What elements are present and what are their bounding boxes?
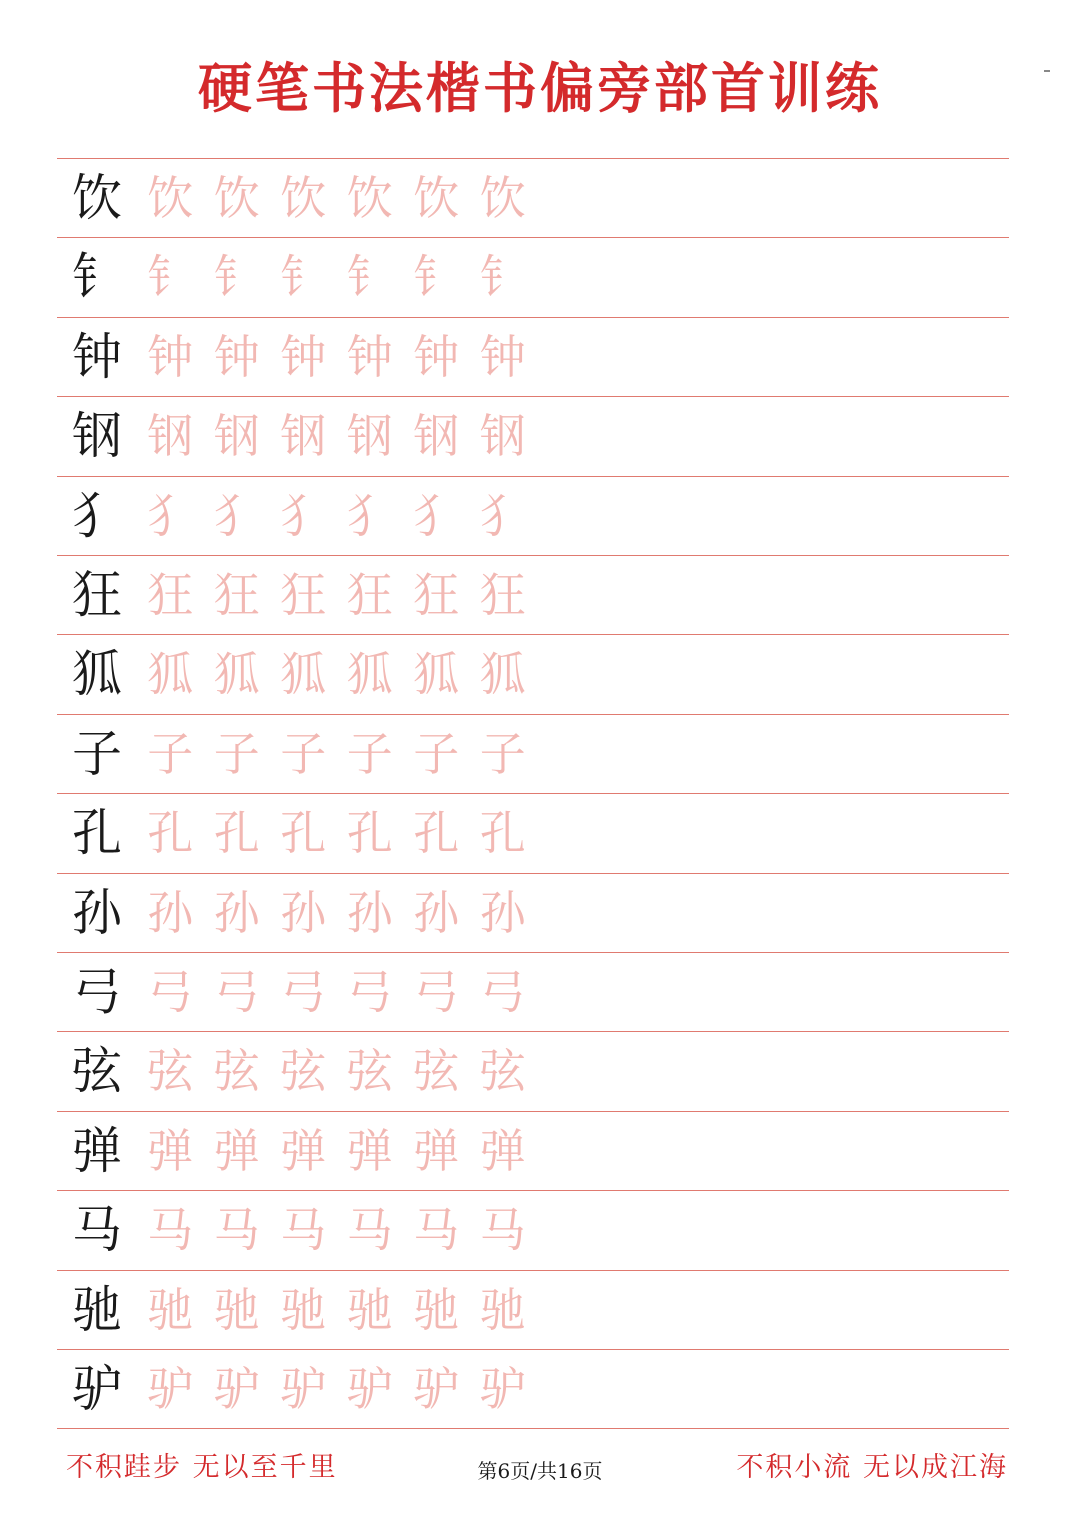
trace-character: 犭 [280, 489, 327, 543]
trace-character: 弓 [479, 965, 526, 1019]
trace-character: 马 [147, 1203, 194, 1257]
trace-character: 弹 [147, 1124, 194, 1178]
practice-row [57, 555, 1009, 634]
trace-character: 马 [213, 1203, 260, 1257]
trace-character: 狂 [413, 568, 460, 622]
trace-character: 马 [479, 1203, 526, 1257]
trace-character: 驴 [280, 1362, 327, 1416]
trace-group [137, 1278, 536, 1342]
model-character: 弹 [72, 1122, 122, 1180]
trace-character: 钟 [213, 330, 260, 384]
trace-character: 弓 [147, 965, 194, 1019]
trace-character: 钢 [346, 409, 393, 463]
model-character: 钢 [72, 407, 122, 465]
trace-character: 弓 [413, 965, 460, 1019]
trace-character: 犭 [213, 489, 260, 543]
trace-character: 饮 [147, 171, 194, 225]
trace-character: 弓 [213, 965, 260, 1019]
trace-character: 饮 [346, 171, 393, 225]
model-character: 狐 [72, 645, 122, 703]
trace-character: 钟 [346, 330, 393, 384]
trace-character: 饮 [479, 171, 526, 225]
trace-character: 狂 [147, 568, 194, 622]
trace-character: 弓 [346, 965, 393, 1019]
trace-character: 弦 [213, 1044, 260, 1098]
page-number: 第6页/共16页 [477, 1459, 603, 1483]
trace-character: 狐 [147, 647, 194, 701]
trace-character: 犭 [413, 489, 460, 543]
trace-character: 孔 [147, 806, 194, 860]
trace-character: 犭 [346, 489, 393, 543]
trace-character: 弓 [280, 965, 327, 1019]
practice-row [57, 952, 1009, 1031]
practice-row [57, 634, 1009, 713]
trace-character: 孙 [213, 886, 260, 940]
trace-character: 弹 [213, 1124, 260, 1178]
trace-character: 子 [346, 727, 393, 781]
trace-character: 狐 [213, 647, 260, 701]
trace-character: 狐 [280, 647, 327, 701]
trace-character: 子 [479, 727, 526, 781]
practice-row [57, 714, 1009, 793]
trace-character: 钢 [147, 409, 194, 463]
trace-character: 驴 [213, 1362, 260, 1416]
trace-character: 驰 [147, 1283, 194, 1337]
practice-row [57, 793, 1009, 872]
trace-character: 狂 [346, 568, 393, 622]
trace-character: 弹 [280, 1124, 327, 1178]
trace-character: 钟 [280, 330, 327, 384]
trace-character: 钅 [479, 250, 526, 304]
model-character: 钅 [72, 248, 122, 306]
trace-character: 子 [280, 727, 327, 781]
trace-character: 弹 [346, 1124, 393, 1178]
trace-character: 马 [280, 1203, 327, 1257]
trace-character: 马 [413, 1203, 460, 1257]
trace-character: 饮 [413, 171, 460, 225]
trace-group [137, 563, 536, 627]
trace-character: 孙 [280, 886, 327, 940]
trace-character: 弦 [479, 1044, 526, 1098]
trace-character: 弦 [147, 1044, 194, 1098]
trace-group [137, 1357, 536, 1421]
practice-row [57, 1111, 1009, 1190]
trace-group [137, 642, 536, 706]
model-character: 弦 [72, 1042, 122, 1100]
trace-character: 钟 [413, 330, 460, 384]
trace-character: 孔 [413, 806, 460, 860]
trace-character: 子 [413, 727, 460, 781]
trace-character: 驰 [413, 1283, 460, 1337]
practice-row [57, 158, 1009, 237]
trace-character: 孔 [213, 806, 260, 860]
practice-row [57, 1031, 1009, 1110]
trace-character: 狐 [413, 647, 460, 701]
trace-character: 钅 [147, 250, 194, 304]
trace-character: 弹 [479, 1124, 526, 1178]
practice-row [57, 1190, 1009, 1269]
practice-row [57, 237, 1009, 316]
motto-left: 不积跬步 无以至千里 [66, 1452, 338, 1483]
trace-group [137, 404, 536, 468]
trace-group [137, 325, 536, 389]
model-character: 马 [72, 1201, 122, 1259]
trace-character: 狂 [479, 568, 526, 622]
model-character: 钟 [72, 328, 122, 386]
practice-row [57, 396, 1009, 475]
trace-group [137, 881, 536, 945]
model-character: 弓 [72, 963, 122, 1021]
trace-group [137, 1119, 536, 1183]
trace-character: 饮 [213, 171, 260, 225]
practice-row [57, 1349, 1009, 1428]
model-character: 狂 [72, 566, 122, 624]
trace-character: 饮 [280, 171, 327, 225]
practice-row [57, 476, 1009, 555]
motto-right: 不积小流 无以成江海 [736, 1452, 1008, 1483]
trace-character: 钟 [479, 330, 526, 384]
trace-character: 狂 [280, 568, 327, 622]
trace-group [137, 722, 536, 786]
trace-character: 孙 [346, 886, 393, 940]
model-character: 孔 [72, 804, 122, 862]
trace-group [137, 801, 536, 865]
trace-character: 犭 [147, 489, 194, 543]
corner-mark [1044, 70, 1050, 72]
trace-character: 狂 [213, 568, 260, 622]
trace-character: 孙 [413, 886, 460, 940]
trace-group [137, 166, 536, 230]
page-title: 硬笔书法楷书偏旁部首训练 [198, 56, 882, 120]
model-character: 驰 [72, 1281, 122, 1339]
practice-row [57, 1270, 1009, 1349]
trace-character: 钢 [413, 409, 460, 463]
trace-character: 钅 [413, 250, 460, 304]
trace-character: 狐 [346, 647, 393, 701]
trace-character: 孙 [479, 886, 526, 940]
trace-character: 犭 [479, 489, 526, 543]
trace-character: 孔 [280, 806, 327, 860]
trace-character: 驴 [147, 1362, 194, 1416]
trace-character: 驰 [346, 1283, 393, 1337]
practice-row [57, 317, 1009, 396]
practice-row [57, 873, 1009, 952]
trace-character: 钢 [213, 409, 260, 463]
grid-rule [57, 1428, 1009, 1429]
trace-character: 驰 [479, 1283, 526, 1337]
trace-group [137, 484, 536, 548]
trace-character: 钅 [280, 250, 327, 304]
trace-character: 孙 [147, 886, 194, 940]
trace-character: 钟 [147, 330, 194, 384]
trace-character: 孔 [479, 806, 526, 860]
trace-character: 驴 [413, 1362, 460, 1416]
trace-character: 钅 [213, 250, 260, 304]
trace-character: 驰 [213, 1283, 260, 1337]
trace-character: 子 [147, 727, 194, 781]
trace-character: 钢 [280, 409, 327, 463]
trace-group [137, 1039, 536, 1103]
trace-character: 弦 [346, 1044, 393, 1098]
trace-character: 驴 [346, 1362, 393, 1416]
trace-group [137, 1198, 536, 1262]
model-character: 犭 [72, 487, 122, 545]
trace-character: 驴 [479, 1362, 526, 1416]
trace-character: 弦 [280, 1044, 327, 1098]
trace-character: 孔 [346, 806, 393, 860]
model-character: 驴 [72, 1360, 122, 1418]
trace-character: 弦 [413, 1044, 460, 1098]
trace-character: 驰 [280, 1283, 327, 1337]
trace-character: 钢 [479, 409, 526, 463]
trace-character: 狐 [479, 647, 526, 701]
model-character: 饮 [72, 169, 122, 227]
trace-character: 弹 [413, 1124, 460, 1178]
trace-group [137, 245, 536, 309]
trace-character: 钅 [346, 250, 393, 304]
trace-character: 子 [213, 727, 260, 781]
trace-group [137, 960, 536, 1024]
model-character: 孙 [72, 884, 122, 942]
trace-character: 马 [346, 1203, 393, 1257]
model-character: 子 [72, 725, 122, 783]
